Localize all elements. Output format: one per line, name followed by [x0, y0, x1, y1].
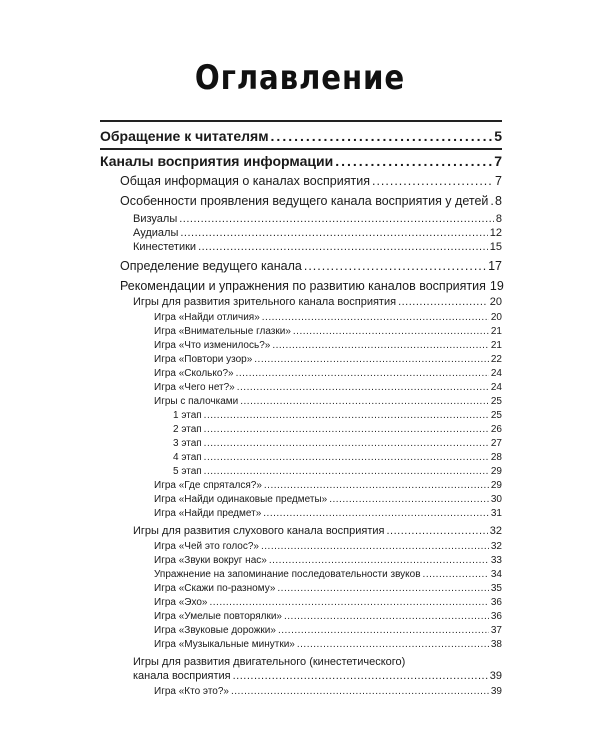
toc-entry[interactable]: Особенности проявления ведущего канала восприятия у детей ..... 8 [120, 194, 502, 208]
toc-entry[interactable]: Игра «Найди предмет» ..... 31 [154, 508, 502, 519]
toc-entry[interactable]: Игра «Скажи по-разному» ..... 35 [154, 583, 502, 594]
toc-entry[interactable]: Игры для развития слухового канала восприятия ..... 32 [133, 525, 502, 537]
toc-entry[interactable]: Игра «Что изменилось?» ..... 21 [154, 340, 502, 351]
toc-entry[interactable]: Игра «Где спрятался?» ..... 29 [154, 480, 502, 491]
toc-entry[interactable]: Общая информация о каналах восприятия ..... 7 [120, 174, 502, 188]
toc-entry[interactable]: 2 этап ..... 26 [173, 424, 502, 435]
toc-entry[interactable]: Игра «Звуки вокруг нас» ..... 33 [154, 555, 502, 566]
toc-entry[interactable]: 3 этап ..... 27 [173, 438, 502, 449]
toc-entry[interactable]: Игра «Чего нет?» ..... 24 [154, 382, 502, 393]
toc-entry[interactable]: Рекомендации и упражнения по развитию каналов восприятия 19 [120, 279, 504, 293]
toc-entry[interactable]: Игры с палочками ..... 25 [154, 396, 502, 407]
toc-entry[interactable]: 4 этап ..... 28 [173, 452, 502, 463]
toc-entry[interactable]: Игры для развития зрительного канала восприятия ..... 20 [133, 296, 502, 308]
toc-entry[interactable]: Определение ведущего канала ..... 17 [120, 259, 502, 273]
toc-entry[interactable]: Обращение к читателям ..... 5 [100, 128, 502, 144]
toc-entry[interactable]: Игра «Эхо» ..... 36 [154, 597, 502, 608]
toc-entry[interactable]: Игра «Сколько?» ..... 24 [154, 368, 502, 379]
toc-entry[interactable]: Каналы восприятия информации ..... 7 [100, 153, 502, 169]
toc-entry[interactable]: Игра «Найди отличия» ..... 20 [154, 312, 502, 323]
section-divider [100, 148, 502, 150]
toc-entry[interactable]: Игра «Кто это?» ..... 39 [154, 686, 502, 697]
toc-entry[interactable]: 5 этап ..... 29 [173, 466, 502, 477]
toc-entry[interactable]: Игра «Повтори узор» ..... 22 [154, 354, 502, 365]
toc-entry[interactable]: Кинестетики ..... 15 [133, 241, 502, 253]
toc-entry[interactable]: Игра «Музыкальные минутки» ..... 38 [154, 639, 502, 650]
toc-entry[interactable]: Упражнение на запоминание последовательности звуков ..... 34 [154, 569, 502, 580]
toc-entry[interactable]: Игра «Чей это голос?» ..... 32 [154, 541, 502, 552]
toc-entry-heading[interactable]: Игры для развития двигательного (кинестетического) [133, 656, 406, 668]
toc-entry[interactable]: Игра «Внимательные глазки» ..... 21 [154, 326, 502, 337]
toc-entry[interactable]: Игра «Найди одинаковые предметы» ..... 30 [154, 494, 502, 505]
toc-entry[interactable]: Визуалы ..... 8 [133, 213, 502, 225]
toc-entry[interactable]: канала восприятия ..... 39 [133, 670, 502, 682]
toc-entry[interactable]: 1 этап ..... 25 [173, 410, 502, 421]
toc-entry[interactable]: Аудиалы ..... 12 [133, 227, 502, 239]
toc-entry[interactable]: Игра «Умелые повторялки» ..... 36 [154, 611, 502, 622]
toc-entry[interactable]: Игра «Звуковые дорожки» ..... 37 [154, 625, 502, 636]
page-title: Оглавление [194, 58, 406, 98]
title-divider [100, 120, 502, 122]
